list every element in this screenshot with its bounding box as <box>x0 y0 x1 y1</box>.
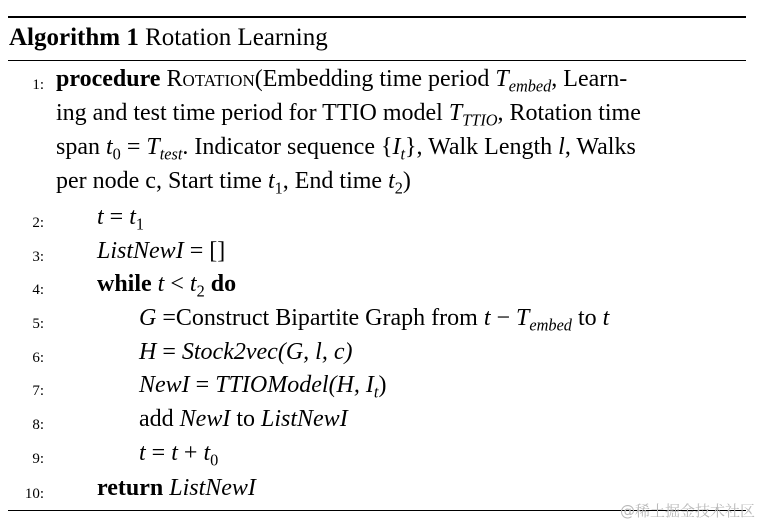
line-number: 5: <box>32 316 44 332</box>
procedure-name: Rotation <box>166 66 255 92</box>
line-number: 7: <box>32 383 44 399</box>
line-text: ing and test time period for TTIO model $T_{TTIO}$, Rotation time <box>56 100 641 130</box>
watermark: @稀土掘金技术社区 <box>619 502 755 520</box>
line-text: procedure Rotation(Embedding time period $T_{embed}$, Learn- <box>56 66 628 96</box>
line-number: 8: <box>32 417 44 433</box>
line-text: span $t_0 = T_{test}$. Indicator sequence $\{I_t\}$, Walk Length l, Walks <box>56 134 636 164</box>
line-text: ListNewI = [] <box>97 238 226 264</box>
line-number: 10: <box>24 486 44 502</box>
line-number: 2: <box>32 215 44 231</box>
line-number: 6: <box>32 350 44 366</box>
keyword-while: while <box>97 271 152 297</box>
line-text: NewI = TTIOModel(H, $I_t$) <box>139 372 387 402</box>
keyword-return: return <box>97 475 164 501</box>
line-text: $t = t_1$ <box>97 204 145 234</box>
line-number: 1: <box>32 77 44 93</box>
line-text: return ListNewI <box>97 475 256 501</box>
line-text: while $t < t_2$ do <box>97 271 237 301</box>
line-text: $t = t + t_0$ <box>139 440 219 470</box>
line-number: 4: <box>32 282 44 298</box>
line-number: 9: <box>32 451 44 467</box>
algorithm-label: Algorithm 1 <box>9 24 139 51</box>
line-text: add NewI to ListNewI <box>139 406 348 432</box>
line-number: 3: <box>32 249 44 265</box>
title-rule <box>8 60 746 61</box>
algorithm-name: Rotation Learning <box>145 24 328 51</box>
keyword-procedure: procedure <box>56 66 161 92</box>
algorithm-title <box>9 20 328 56</box>
line-text: G =Construct Bipartite Graph from $t - T_{embed}$ to t <box>139 305 610 335</box>
top-rule <box>8 16 746 18</box>
line-text: H = Stock2vec(G, l, c) <box>139 339 353 365</box>
keyword-do: do <box>210 271 237 297</box>
line-text: per node c, Start time $t_1$, End time $t_2$) <box>56 168 411 198</box>
